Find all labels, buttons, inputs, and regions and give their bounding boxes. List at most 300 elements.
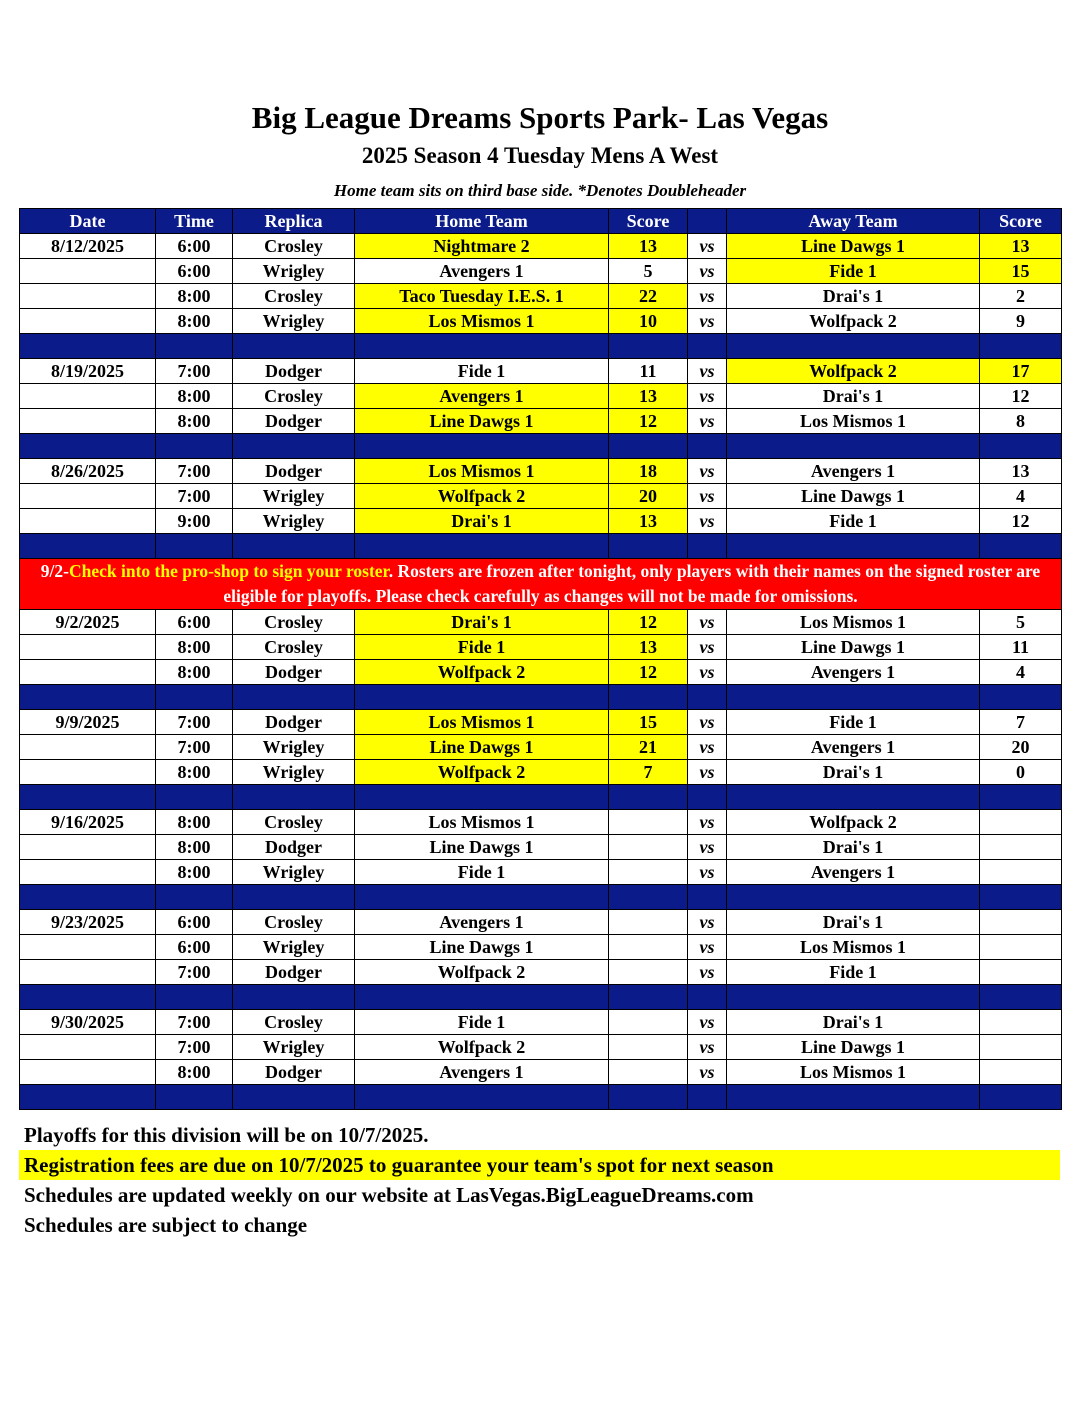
table-row: [20, 234, 1062, 259]
separator-cell: [609, 434, 688, 459]
separator-cell: [727, 685, 980, 710]
away-score: 0: [980, 760, 1062, 785]
vs-label: vs: [688, 509, 727, 534]
game-date: 9/16/2025: [20, 810, 156, 835]
separator-cell: [609, 885, 688, 910]
away-score: [980, 935, 1062, 960]
separator-cell: [156, 1085, 233, 1110]
separator-cell: [688, 685, 727, 710]
home-team: Nightmare 2: [355, 234, 609, 259]
col-header-date: Date: [20, 209, 156, 234]
home-team: Line Dawgs 1: [355, 935, 609, 960]
home-team: Avengers 1: [355, 384, 609, 409]
away-score: 2: [980, 284, 1062, 309]
game-field: Crosley: [233, 384, 355, 409]
home-team: Drai's 1: [355, 509, 609, 534]
game-time: 8:00: [156, 835, 233, 860]
separator-cell: [980, 985, 1062, 1010]
vs-label: vs: [688, 284, 727, 309]
home-score: [609, 835, 688, 860]
home-score: 22: [609, 284, 688, 309]
vs-label: vs: [688, 710, 727, 735]
home-score: 18: [609, 459, 688, 484]
separator-cell: [980, 534, 1062, 559]
away-team: Drai's 1: [727, 910, 980, 935]
away-score: [980, 960, 1062, 985]
separator-cell: [727, 334, 980, 359]
separator-cell: [727, 985, 980, 1010]
vs-label: vs: [688, 635, 727, 660]
separator-cell: [609, 685, 688, 710]
home-team: Los Mismos 1: [355, 309, 609, 334]
away-team: Line Dawgs 1: [727, 484, 980, 509]
away-team: Drai's 1: [727, 835, 980, 860]
week-separator-row: [20, 1085, 1062, 1110]
home-team: Line Dawgs 1: [355, 735, 609, 760]
game-time: 7:00: [156, 710, 233, 735]
vs-label: vs: [688, 359, 727, 384]
game-time: 8:00: [156, 284, 233, 309]
separator-cell: [609, 1085, 688, 1110]
away-score: 8: [980, 409, 1062, 434]
game-field: Dodger: [233, 835, 355, 860]
separator-cell: [727, 534, 980, 559]
game-date: [20, 484, 156, 509]
week-separator-row: [20, 534, 1062, 559]
away-score: [980, 1060, 1062, 1085]
home-score: [609, 860, 688, 885]
home-score: 13: [609, 635, 688, 660]
vs-label: vs: [688, 735, 727, 760]
separator-cell: [688, 1085, 727, 1110]
game-time: 8:00: [156, 409, 233, 434]
table-row: [20, 259, 1062, 284]
separator-cell: [727, 1085, 980, 1110]
game-field: Wrigley: [233, 935, 355, 960]
separator-cell: [355, 534, 609, 559]
away-score: 15: [980, 259, 1062, 284]
away-team: Fide 1: [727, 509, 980, 534]
away-team: Line Dawgs 1: [727, 1035, 980, 1060]
game-field: Crosley: [233, 234, 355, 259]
game-date: [20, 735, 156, 760]
roster-notice: [20, 559, 1062, 610]
week-separator-row: [20, 334, 1062, 359]
week-separator-row: [20, 434, 1062, 459]
subject-to-change-note: Schedules are subject to change: [24, 1213, 308, 1237]
table-row: [20, 760, 1062, 785]
col-header-time: Time: [156, 209, 233, 234]
game-time: 8:00: [156, 309, 233, 334]
game-field: Crosley: [233, 810, 355, 835]
game-date: 9/2/2025: [20, 610, 156, 635]
away-team: Fide 1: [727, 710, 980, 735]
home-score: 5: [609, 259, 688, 284]
separator-cell: [233, 1085, 355, 1110]
table-row: [20, 284, 1062, 309]
game-date: [20, 509, 156, 534]
home-team: Wolfpack 2: [355, 960, 609, 985]
game-time: 9:00: [156, 509, 233, 534]
away-score: 12: [980, 384, 1062, 409]
away-team: Los Mismos 1: [727, 610, 980, 635]
away-score: [980, 860, 1062, 885]
game-field: Crosley: [233, 635, 355, 660]
separator-cell: [355, 985, 609, 1010]
table-row: [20, 409, 1062, 434]
separator-cell: [355, 885, 609, 910]
home-team: Fide 1: [355, 860, 609, 885]
home-score: [609, 1060, 688, 1085]
separator-cell: [233, 885, 355, 910]
game-date: 8/19/2025: [20, 359, 156, 384]
page-title: Big League Dreams Sports Park- Las Vegas: [251, 100, 829, 135]
home-score: 11: [609, 359, 688, 384]
table-row: [20, 810, 1062, 835]
vs-label: vs: [688, 660, 727, 685]
game-date: 8/26/2025: [20, 459, 156, 484]
home-team: Wolfpack 2: [355, 660, 609, 685]
home-score: 13: [609, 384, 688, 409]
week-separator-row: [20, 985, 1062, 1010]
table-row: [20, 459, 1062, 484]
vs-label: vs: [688, 484, 727, 509]
game-date: [20, 835, 156, 860]
away-team: Drai's 1: [727, 384, 980, 409]
vs-label: vs: [688, 1010, 727, 1035]
home-team: Avengers 1: [355, 910, 609, 935]
home-score: 12: [609, 660, 688, 685]
game-time: 7:00: [156, 1010, 233, 1035]
week-separator-row: [20, 785, 1062, 810]
separator-cell: [233, 534, 355, 559]
away-team: Los Mismos 1: [727, 409, 980, 434]
away-team: Avengers 1: [727, 860, 980, 885]
game-date: 9/23/2025: [20, 910, 156, 935]
home-score: [609, 1010, 688, 1035]
separator-cell: [355, 434, 609, 459]
away-score: 12: [980, 509, 1062, 534]
game-time: 6:00: [156, 234, 233, 259]
game-time: 6:00: [156, 935, 233, 960]
away-score: [980, 1010, 1062, 1035]
table-row: [20, 860, 1062, 885]
game-field: Wrigley: [233, 1035, 355, 1060]
week-separator-row: [20, 885, 1062, 910]
separator-cell: [980, 785, 1062, 810]
vs-label: vs: [688, 384, 727, 409]
game-time: 7:00: [156, 960, 233, 985]
home-team: Los Mismos 1: [355, 810, 609, 835]
game-date: 9/30/2025: [20, 1010, 156, 1035]
separator-cell: [609, 534, 688, 559]
separator-cell: [980, 434, 1062, 459]
game-date: [20, 860, 156, 885]
game-date: [20, 1060, 156, 1085]
separator-cell: [20, 434, 156, 459]
game-field: Dodger: [233, 710, 355, 735]
separator-cell: [688, 985, 727, 1010]
away-team: Wolfpack 2: [727, 810, 980, 835]
game-date: [20, 660, 156, 685]
col-header-replica: Replica: [233, 209, 355, 234]
game-time: 7:00: [156, 1035, 233, 1060]
vs-label: vs: [688, 1035, 727, 1060]
game-time: 8:00: [156, 384, 233, 409]
table-row: [20, 484, 1062, 509]
game-time: 7:00: [156, 735, 233, 760]
table-row: [20, 384, 1062, 409]
home-team: Fide 1: [355, 1010, 609, 1035]
table-row: [20, 1060, 1062, 1085]
game-date: [20, 259, 156, 284]
game-time: 8:00: [156, 1060, 233, 1085]
separator-cell: [156, 685, 233, 710]
home-team: Line Dawgs 1: [355, 835, 609, 860]
game-field: Wrigley: [233, 760, 355, 785]
table-row: [20, 509, 1062, 534]
away-team: Fide 1: [727, 259, 980, 284]
vs-label: vs: [688, 835, 727, 860]
vs-label: vs: [688, 610, 727, 635]
home-score: 13: [609, 234, 688, 259]
game-field: Wrigley: [233, 735, 355, 760]
away-score: 9: [980, 309, 1062, 334]
game-field: Wrigley: [233, 860, 355, 885]
separator-cell: [355, 785, 609, 810]
schedule-table: [19, 208, 1062, 1110]
separator-cell: [688, 434, 727, 459]
away-team: Drai's 1: [727, 284, 980, 309]
vs-label: vs: [688, 860, 727, 885]
home-team: Line Dawgs 1: [355, 409, 609, 434]
separator-cell: [20, 1085, 156, 1110]
separator-cell: [156, 785, 233, 810]
vs-label: vs: [688, 760, 727, 785]
home-team: Drai's 1: [355, 610, 609, 635]
home-team: Fide 1: [355, 359, 609, 384]
away-score: 7: [980, 710, 1062, 735]
game-field: Dodger: [233, 960, 355, 985]
home-score: 20: [609, 484, 688, 509]
table-row: [20, 960, 1062, 985]
home-score: 10: [609, 309, 688, 334]
away-score: [980, 1035, 1062, 1060]
away-team: Los Mismos 1: [727, 1060, 980, 1085]
separator-cell: [727, 885, 980, 910]
game-time: 8:00: [156, 810, 233, 835]
table-row: [20, 935, 1062, 960]
home-team: Avengers 1: [355, 259, 609, 284]
home-team: Wolfpack 2: [355, 1035, 609, 1060]
game-date: [20, 960, 156, 985]
separator-cell: [355, 685, 609, 710]
game-date: [20, 309, 156, 334]
away-team: Avengers 1: [727, 459, 980, 484]
separator-cell: [727, 434, 980, 459]
home-score: [609, 810, 688, 835]
vs-label: vs: [688, 910, 727, 935]
separator-cell: [980, 1085, 1062, 1110]
table-row: [20, 359, 1062, 384]
notice-rest: . Rosters are frozen after tonight, only players with their names on the signed roster are eligible for playoffs. Please check carefully as changes will not be made for omissions.: [223, 561, 1041, 606]
home-score: [609, 960, 688, 985]
col-header-away-score: Score: [980, 209, 1062, 234]
table-row: [20, 660, 1062, 685]
col-header-away-team: Away Team: [727, 209, 980, 234]
game-date: [20, 284, 156, 309]
away-score: 20: [980, 735, 1062, 760]
separator-cell: [20, 985, 156, 1010]
home-score: [609, 1035, 688, 1060]
away-score: 13: [980, 234, 1062, 259]
col-header-home-score: Score: [609, 209, 688, 234]
game-field: Crosley: [233, 910, 355, 935]
separator-cell: [20, 885, 156, 910]
away-score: [980, 810, 1062, 835]
separator-cell: [20, 534, 156, 559]
separator-cell: [688, 885, 727, 910]
away-team: Avengers 1: [727, 660, 980, 685]
separator-cell: [980, 334, 1062, 359]
schedule-body: [20, 234, 1062, 1110]
game-field: Wrigley: [233, 309, 355, 334]
separator-cell: [727, 785, 980, 810]
away-score: 17: [980, 359, 1062, 384]
separator-cell: [156, 434, 233, 459]
game-field: Crosley: [233, 1010, 355, 1035]
game-date: [20, 935, 156, 960]
col-header-home-team: Home Team: [355, 209, 609, 234]
notice-prefix: 9/2-: [40, 561, 69, 581]
table-row: [20, 635, 1062, 660]
separator-cell: [233, 334, 355, 359]
away-team: Line Dawgs 1: [727, 635, 980, 660]
table-row: [20, 735, 1062, 760]
game-date: [20, 384, 156, 409]
table-row: [20, 1010, 1062, 1035]
home-team: Los Mismos 1: [355, 710, 609, 735]
game-field: Crosley: [233, 284, 355, 309]
away-team: Avengers 1: [727, 735, 980, 760]
separator-cell: [355, 1085, 609, 1110]
home-team: Los Mismos 1: [355, 459, 609, 484]
game-time: 7:00: [156, 459, 233, 484]
game-time: 8:00: [156, 635, 233, 660]
registration-note: Registration fees are due on 10/7/2025 to guarantee your team's spot for next season: [19, 1150, 1060, 1180]
separator-cell: [609, 334, 688, 359]
game-field: Wrigley: [233, 509, 355, 534]
roster-notice-row: [20, 559, 1062, 610]
home-team: Wolfpack 2: [355, 484, 609, 509]
vs-label: vs: [688, 459, 727, 484]
game-field: Dodger: [233, 359, 355, 384]
away-team: Drai's 1: [727, 760, 980, 785]
table-row: [20, 309, 1062, 334]
away-team: Drai's 1: [727, 1010, 980, 1035]
page-subtitle: 2025 Season 4 Tuesday Mens A West: [361, 143, 719, 168]
game-time: 8:00: [156, 760, 233, 785]
away-team: Wolfpack 2: [727, 309, 980, 334]
away-score: 4: [980, 484, 1062, 509]
game-date: [20, 760, 156, 785]
away-score: 13: [980, 459, 1062, 484]
separator-cell: [980, 885, 1062, 910]
separator-cell: [20, 685, 156, 710]
table-row: [20, 710, 1062, 735]
table-header-row: [20, 209, 1062, 234]
table-row: [20, 835, 1062, 860]
separator-cell: [233, 685, 355, 710]
home-team: Fide 1: [355, 635, 609, 660]
separator-cell: [20, 785, 156, 810]
vs-label: vs: [688, 309, 727, 334]
game-field: Wrigley: [233, 259, 355, 284]
game-date: 9/9/2025: [20, 710, 156, 735]
game-date: 8/12/2025: [20, 234, 156, 259]
game-date: [20, 409, 156, 434]
home-team: Wolfpack 2: [355, 760, 609, 785]
separator-cell: [156, 534, 233, 559]
vs-label: vs: [688, 234, 727, 259]
home-team-note: Home team sits on third base side. *Denotes Doubleheader: [333, 181, 747, 200]
away-team: Fide 1: [727, 960, 980, 985]
table-row: [20, 610, 1062, 635]
away-score: 11: [980, 635, 1062, 660]
away-team: Wolfpack 2: [727, 359, 980, 384]
separator-cell: [233, 985, 355, 1010]
separator-cell: [233, 434, 355, 459]
away-score: 5: [980, 610, 1062, 635]
game-time: 6:00: [156, 610, 233, 635]
separator-cell: [233, 785, 355, 810]
vs-label: vs: [688, 935, 727, 960]
home-score: 12: [609, 409, 688, 434]
home-score: 13: [609, 509, 688, 534]
separator-cell: [688, 334, 727, 359]
separator-cell: [156, 334, 233, 359]
game-time: 8:00: [156, 660, 233, 685]
game-field: Dodger: [233, 409, 355, 434]
vs-label: vs: [688, 259, 727, 284]
separator-cell: [609, 985, 688, 1010]
game-time: 6:00: [156, 910, 233, 935]
home-score: 15: [609, 710, 688, 735]
vs-label: vs: [688, 409, 727, 434]
home-score: [609, 935, 688, 960]
notice-highlight: Check into the pro-shop to sign your roster: [68, 561, 389, 581]
vs-label: vs: [688, 810, 727, 835]
away-team: Los Mismos 1: [727, 935, 980, 960]
home-score: 21: [609, 735, 688, 760]
home-score: 7: [609, 760, 688, 785]
game-time: 7:00: [156, 359, 233, 384]
separator-cell: [156, 885, 233, 910]
away-score: [980, 835, 1062, 860]
game-field: Dodger: [233, 1060, 355, 1085]
home-score: [609, 910, 688, 935]
game-date: [20, 1035, 156, 1060]
away-score: [980, 910, 1062, 935]
home-team: Avengers 1: [355, 1060, 609, 1085]
table-row: [20, 1035, 1062, 1060]
website-note: Schedules are updated weekly on our website at LasVegas.BigLeagueDreams.com: [24, 1183, 754, 1207]
away-score: 4: [980, 660, 1062, 685]
vs-label: vs: [688, 1060, 727, 1085]
vs-label: vs: [688, 960, 727, 985]
game-field: Wrigley: [233, 484, 355, 509]
home-team: Taco Tuesday I.E.S. 1: [355, 284, 609, 309]
